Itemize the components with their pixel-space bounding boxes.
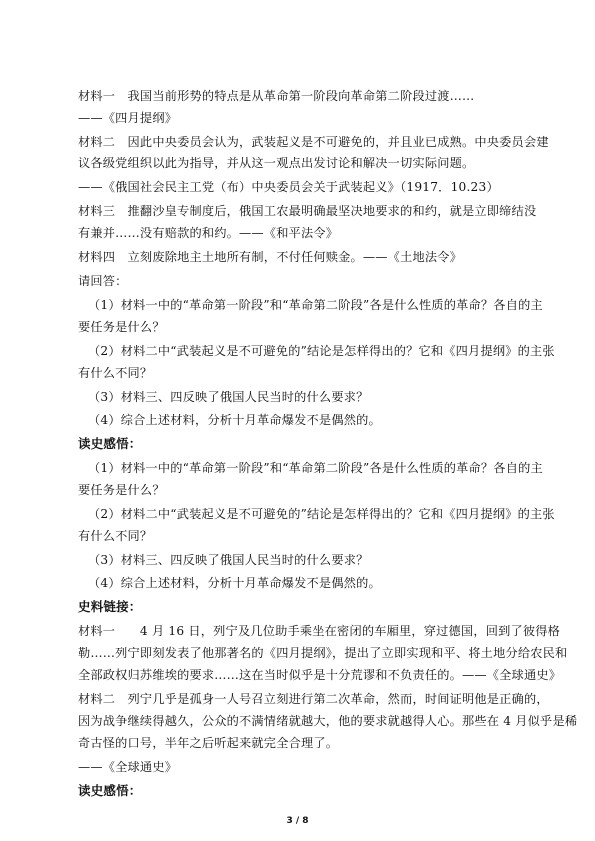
insight-question-4: （4）综合上述材料，分析十月革命爆发不是偶然的。 — [88, 576, 381, 590]
history-link-heading: 史料链接： — [78, 599, 142, 614]
material-3-text: 材料三 推翻沙皇专制度后，俄国工农最明确最坚决地要求的和约，就是立即缔结没 — [78, 204, 537, 218]
reading-insight-heading-2: 读史感悟： — [78, 783, 142, 798]
link-material-1-text: 材料一 4 月 16 日，列宁及几位助手乘坐在密闭的车厢里，穿过德国，回到了彼得格 — [78, 624, 561, 638]
insight-question-2-cont: 有什么不同？ — [78, 529, 153, 543]
question-4: （4）综合上述材料，分析十月革命爆发不是偶然的。 — [88, 413, 381, 427]
material-2-text-cont: 议各级党组织以此为指导，并从这一观点出发讨论和解决一切实际问题。 — [78, 156, 475, 170]
material-3-text-cont: 有兼并……没有赔款的和约。——《和平法令》 — [78, 226, 339, 240]
question-1: （1）材料一中的“革命第一阶段”和“革命第二阶段”各是什么性质的革命？各自的主 — [88, 298, 543, 312]
link-material-2-text: 材料二 列宁几乎是孤身一人号召立刻进行第二次革命，然而，时间证明他是正确的， — [78, 692, 549, 706]
insight-question-2: （2）材料二中“武装起义是不可避免的”结论是怎样得出的？它和《四月提纲》的主张 — [88, 507, 555, 521]
link-material-2-cont-1: 因为战争继续得越久，公众的不满情绪就越大，他的要求就越得人心。那些在 4 月似乎是稀 — [78, 714, 578, 728]
question-1-cont: 要任务是什么？ — [78, 320, 165, 334]
page-number: 3 / 8 — [286, 816, 309, 826]
insight-question-3: （3）材料三、四反映了俄国人民当时的什么要求？ — [88, 553, 369, 567]
material-2-source: ——《俄国社会民主工党（布）中央委员会关于武装起义》（1917．10.23） — [78, 180, 499, 194]
material-4-text: 材料四 立刻废除地主土地所有制，不付任何赎金。——《土地法令》 — [78, 250, 463, 264]
link-material-1-cont-2: 全部政权归苏维埃的要求……这在当时似乎是十分荒谬和不负责任的。——《全球通史》 — [78, 668, 562, 682]
material-1-text: 材料一 我国当前形势的特点是从革命第一阶段向革命第二阶段过渡…… — [78, 89, 475, 103]
link-material-2-cont-2: 奇古怪的口号，半年之后听起来就完全合理了。 — [78, 736, 339, 750]
link-material-2-source: ——《全球通史》 — [78, 760, 178, 774]
question-2: （2）材料二中“武装起义是不可避免的”结论是怎样得出的？它和《四月提纲》的主张 — [88, 344, 555, 358]
questions-heading: 请回答： — [78, 274, 128, 288]
link-material-1-cont-1: 勒……列宁即刻发表了他那著名的《四月提纲》，提出了立即实现和平、将土地分给农民和 — [78, 646, 568, 660]
material-1-source: ——《四月提纲》 — [78, 111, 178, 125]
material-2-text: 材料二 因此中央委员会认为，武装起义是不可避免的，并且业已成熟。中央委员会建 — [78, 135, 549, 149]
question-2-cont: 有什么不同？ — [78, 366, 153, 380]
insight-question-1-cont: 要任务是什么？ — [78, 483, 165, 497]
insight-question-1: （1）材料一中的“革命第一阶段”和“革命第二阶段”各是什么性质的革命？各自的主 — [88, 461, 543, 475]
reading-insight-heading: 读史感悟： — [78, 436, 142, 451]
question-3: （3）材料三、四反映了俄国人民当时的什么要求？ — [88, 390, 369, 404]
